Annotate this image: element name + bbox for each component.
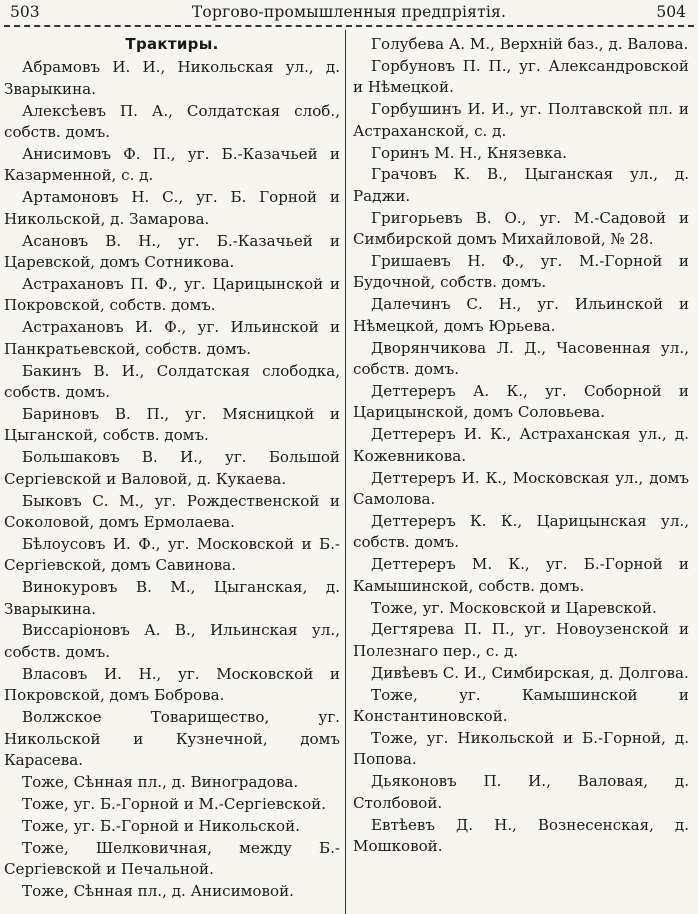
directory-entry: Бакинъ В. И., Солдатская слободка, собств. домъ. — [4, 361, 340, 401]
section-title: Трактиры. — [125, 35, 219, 53]
header-divider — [4, 25, 694, 27]
directory-entry: Тоже, Сѣнная пл., д. Виноградова. — [22, 772, 299, 791]
page-number-left: 503 — [10, 3, 40, 21]
page-number-right: 504 — [656, 3, 686, 21]
directory-entry: Винокуровъ В. М., Цыганская, д. Зварыкина. — [4, 578, 340, 618]
directory-entry: Асановъ В. Н., уг. Б.-Казачьей и Царевской, домъ Сотникова. — [4, 231, 340, 272]
page-header — [0, 0, 698, 26]
directory-entry: Григорьевъ В. О., уг. М.-Садовой и Симбирской домъ Михайловой, № 28. — [353, 208, 689, 249]
directory-entry: Дегтярева П. П., уг. Новоузенской и Полезнаго пер., с. д. — [353, 620, 689, 660]
directory-entry: Бѣлоусовъ И. Ф., уг. Московской и Б.-Сергіевской, домъ Савинова. — [4, 534, 340, 575]
directory-entry: Деттереръ М. К., уг. Б.-Горной и Камышинской, собств. домъ. — [353, 555, 689, 595]
directory-entry: Власовъ И. Н., уг. Московской и Покровской, домъ Боброва. — [4, 664, 340, 705]
directory-entry: Большаковъ В. И., уг. Большой Сергіевской и Валовой, д. Кукаева. — [4, 448, 340, 488]
directory-entry: Тоже, уг. Б.-Горной и Никольской. — [22, 816, 300, 835]
directory-entry: Тоже, уг. Б.-Горной и М.-Сергіевской. — [22, 794, 327, 813]
directory-entry: Анисимовъ Ф. П., уг. Б.-Казачьей и Казарменной, с. д. — [4, 145, 340, 185]
left-entry-list — [4, 57, 340, 902]
directory-entry: Дьяконовъ П. И., Валовая, д. Столбовой. — [353, 772, 689, 812]
directory-entry: Абрамовъ И. И., Никольская ул., д. Зварыкина. — [4, 58, 340, 98]
directory-entry: Голубева А. М., Верхній баз., д. Валова. — [371, 35, 689, 53]
directory-entry: Горинъ М. Н., Князевка. — [371, 143, 568, 162]
directory-entry: Дивѣевъ С. И., Симбирская, д. Долгова. — [371, 663, 689, 682]
directory-entry: Горбуновъ П. П., уг. Александровской и Нѣмецкой. — [353, 56, 689, 97]
directory-entry: Быковъ С. М., уг. Рождественской и Соколовой, домъ Ермолаева. — [4, 491, 340, 531]
directory-entry: Астрахановъ П. Ф., уг. Царицынской и Покровской, собств. домъ. — [4, 274, 340, 315]
page-title: Торгово-промышленныя предпріятія. — [191, 3, 507, 21]
right-entry-list — [353, 34, 689, 857]
directory-entry: Далечинъ С. Н., уг. Ильинской и Нѣмецкой, домъ Юрьева. — [353, 295, 689, 335]
directory-entry: Тоже, уг. Московской и Царевской. — [371, 598, 657, 617]
right-column — [353, 34, 689, 914]
directory-entry: Деттереръ И. К., Астраханская ул., д. Кожевникова. — [353, 425, 689, 465]
directory-entry: Деттереръ И. К., Московская ул., домъ Самолова. — [353, 468, 689, 509]
directory-entry: Горбушинъ И. И., уг. Полтавской пл. и Астраханской, с. д. — [353, 100, 689, 140]
directory-entry: Тоже, уг. Камышинской и Константиновской. — [353, 685, 689, 726]
left-column — [4, 34, 340, 914]
directory-entry: Грачовъ К. В., Цыганская ул., д. Раджи. — [353, 165, 689, 205]
directory-entry: Тоже, уг. Никольской и Б.-Горной, д. Попова. — [353, 729, 689, 769]
column-divider — [345, 30, 346, 914]
directory-entry: Астрахановъ И. Ф., уг. Ильинской и Панкратьевской, собств. домъ. — [4, 318, 340, 358]
directory-entry: Тоже, Сѣнная пл., д. Анисимовой. — [22, 881, 294, 900]
directory-entry: Евтѣевъ Д. Н., Вознесенская, д. Мошковой. — [353, 815, 689, 856]
directory-entry: Алексѣевъ П. А., Солдатская слоб., собств. домъ. — [4, 101, 340, 142]
directory-entry: Деттереръ А. К., уг. Соборной и Царицынской, домъ Соловьева. — [353, 382, 689, 422]
directory-entry: Бариновъ В. П., уг. Мясницкой и Цыганской, собств. домъ. — [4, 404, 340, 445]
directory-entry: Артамоновъ Н. С., уг. Б. Горной и Никольской, д. Замарова. — [4, 188, 340, 228]
directory-entry: Деттереръ К. К., Царицынская ул., собств. домъ. — [353, 511, 689, 552]
directory-entry: Виссаріоновъ А. В., Ильинская ул., собств. домъ. — [4, 621, 340, 661]
directory-entry: Тоже, Шелковичная, между Б.-Сергіевской и Печальной. — [4, 838, 340, 878]
directory-entry: Волжское Товарищество, уг. Никольской и Кузнечной, домъ Карасева. — [4, 708, 340, 769]
directory-entry: Дворянчикова Л. Д., Часовенная ул., собств. домъ. — [353, 338, 689, 379]
directory-entry: Гришаевъ Н. Ф., уг. М.-Горной и Будочной, собств. домъ. — [353, 252, 689, 292]
